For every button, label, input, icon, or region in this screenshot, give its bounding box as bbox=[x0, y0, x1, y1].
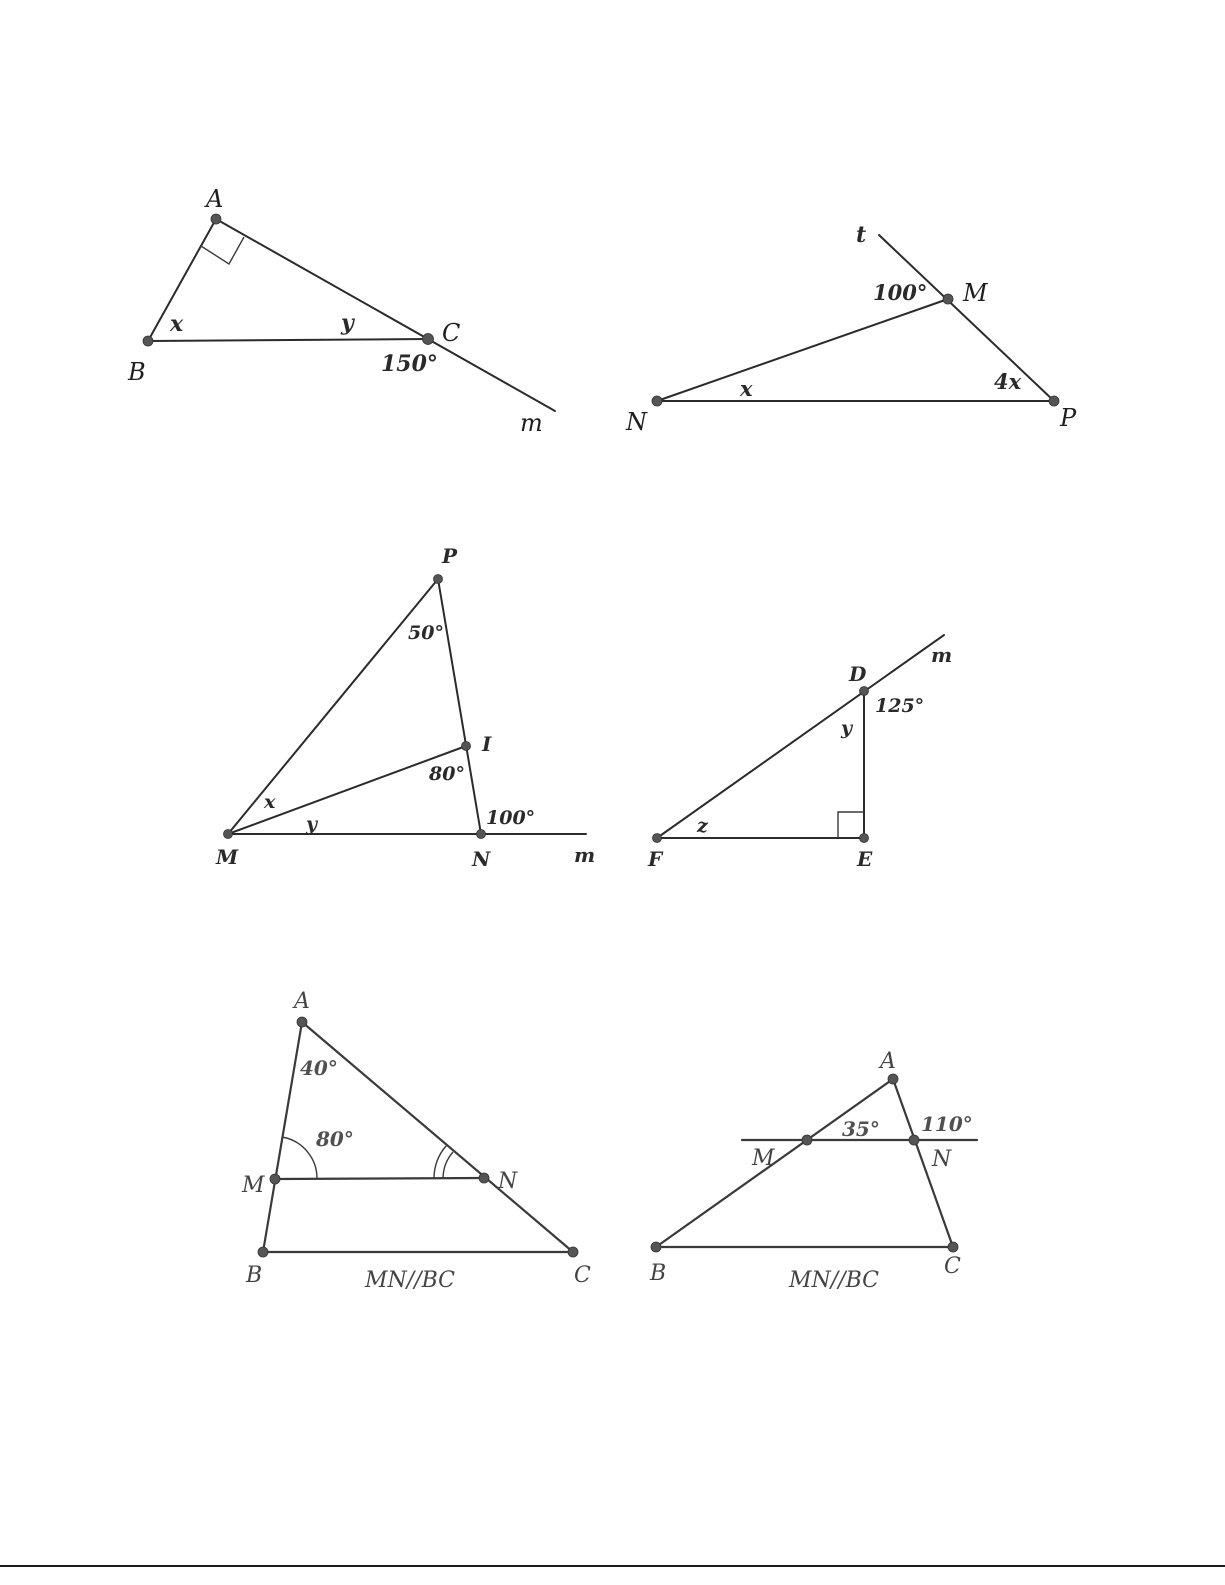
parallel-note: MN//BC bbox=[365, 1268, 456, 1293]
label-i: I bbox=[482, 732, 492, 756]
angle-label-4x: 4x bbox=[994, 369, 1022, 394]
label-b: B bbox=[128, 358, 146, 386]
point-n bbox=[477, 830, 486, 839]
point-c bbox=[568, 1247, 578, 1257]
line-m-through-fd bbox=[657, 635, 944, 838]
label-a: A bbox=[294, 989, 310, 1014]
right-angle-mark-a bbox=[201, 237, 244, 264]
label-line-m: m bbox=[931, 643, 953, 667]
label-m: M bbox=[752, 1146, 775, 1171]
point-d bbox=[860, 687, 869, 696]
angle-label-y: y bbox=[306, 813, 318, 835]
angle-arc-n-outer bbox=[443, 1152, 453, 1178]
angle-arc-m bbox=[282, 1137, 317, 1179]
point-m bbox=[224, 830, 233, 839]
angle-label-150: 150° bbox=[381, 351, 438, 377]
figure-1-right-triangle-abc bbox=[127, 185, 555, 437]
angle-label-35: 35° bbox=[842, 1117, 880, 1141]
angle-label-80: 80° bbox=[429, 763, 465, 785]
label-line-m: m bbox=[520, 409, 543, 437]
label-m: M bbox=[963, 279, 988, 307]
label-m: M bbox=[242, 1173, 265, 1198]
angle-label-x: x bbox=[170, 311, 184, 337]
point-b bbox=[143, 336, 153, 346]
label-n: N bbox=[498, 1169, 518, 1194]
label-p: P bbox=[1060, 404, 1077, 432]
point-b bbox=[258, 1247, 268, 1257]
point-n bbox=[909, 1135, 919, 1145]
label-c: C bbox=[442, 319, 461, 347]
label-n: N bbox=[626, 408, 647, 436]
point-n bbox=[652, 396, 662, 406]
label-d: D bbox=[849, 662, 867, 686]
label-e: E bbox=[857, 847, 873, 871]
point-b bbox=[651, 1242, 661, 1252]
figure-3-triangle-mnp-with-i bbox=[215, 544, 595, 871]
figure-2-triangle-mnp bbox=[625, 222, 1077, 436]
point-m bbox=[270, 1174, 280, 1184]
angle-label-110: 110° bbox=[921, 1112, 973, 1136]
angle-label-100: 100° bbox=[486, 807, 536, 829]
angle-label-x: x bbox=[264, 791, 276, 813]
label-c: C bbox=[574, 1263, 591, 1288]
label-n: N bbox=[472, 847, 491, 871]
point-c bbox=[423, 334, 434, 345]
point-f bbox=[653, 834, 662, 843]
right-angle-mark-e bbox=[838, 812, 864, 838]
figure-5-triangle-abc-parallel-mn bbox=[241, 989, 591, 1293]
label-c: C bbox=[944, 1254, 961, 1279]
point-m bbox=[943, 294, 953, 304]
angle-label-z: z bbox=[697, 815, 708, 837]
figure-4-right-triangle-def bbox=[647, 635, 952, 871]
angle-label-80: 80° bbox=[316, 1127, 354, 1151]
angle-label-40: 40° bbox=[300, 1056, 338, 1080]
figure-6-triangle-abc-parallel-mn bbox=[649, 1049, 977, 1293]
point-p bbox=[434, 575, 443, 584]
line-t-through-mp bbox=[879, 235, 1054, 401]
angle-label-x: x bbox=[740, 376, 753, 401]
angle-label-y: y bbox=[341, 310, 354, 336]
angle-label-100: 100° bbox=[873, 280, 928, 305]
segment-nm bbox=[657, 299, 948, 401]
label-p: P bbox=[442, 544, 458, 568]
label-a: A bbox=[206, 185, 224, 213]
label-line-m: m bbox=[574, 843, 596, 867]
label-b: B bbox=[246, 1263, 263, 1288]
label-b: B bbox=[650, 1261, 667, 1286]
point-a bbox=[297, 1017, 307, 1027]
angle-label-125: 125° bbox=[875, 695, 925, 717]
angle-label-y: y bbox=[841, 717, 853, 739]
page-bottom-rule bbox=[0, 1565, 1225, 1567]
label-a: A bbox=[880, 1049, 896, 1074]
parallel-note: MN//BC bbox=[789, 1268, 880, 1293]
point-n bbox=[479, 1173, 489, 1183]
point-a bbox=[888, 1074, 898, 1084]
point-e bbox=[860, 834, 869, 843]
label-line-t: t bbox=[856, 222, 867, 248]
point-p bbox=[1049, 396, 1059, 406]
angle-arc-n-inner bbox=[434, 1146, 446, 1178]
point-a bbox=[211, 214, 221, 224]
line-m-through-ac bbox=[216, 219, 555, 411]
point-m bbox=[802, 1135, 812, 1145]
point-c bbox=[948, 1242, 958, 1252]
segment-bc bbox=[148, 339, 428, 341]
label-n: N bbox=[932, 1147, 952, 1172]
segment-mn bbox=[275, 1178, 484, 1179]
label-f: F bbox=[648, 847, 663, 871]
angle-label-50: 50° bbox=[408, 622, 444, 644]
point-i bbox=[462, 742, 471, 751]
label-m: M bbox=[216, 845, 239, 869]
segment-pn bbox=[438, 579, 481, 834]
